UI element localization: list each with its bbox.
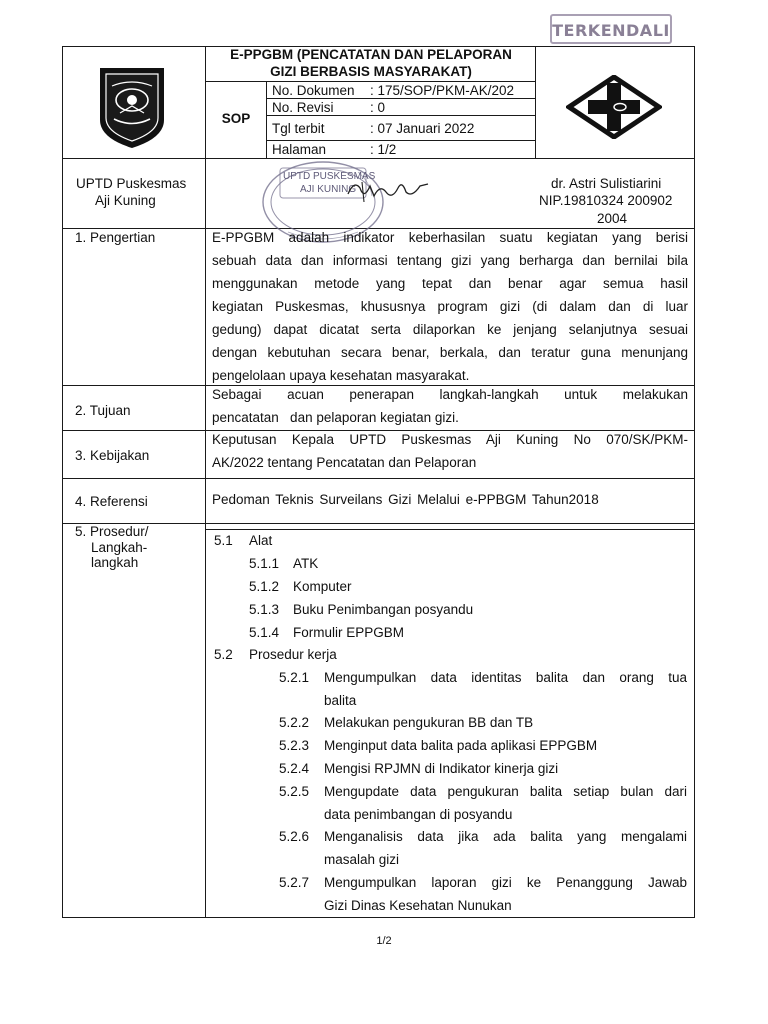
meta-value-halaman: : 1/2 xyxy=(370,142,397,157)
meta-label-revisi: No. Revisi xyxy=(272,100,334,115)
kerja-item-text: Mengumpulkan data identitas balita dan orang tua xyxy=(324,670,687,685)
kerja-item-number: 5.2.1 xyxy=(279,670,310,685)
org-name-line2: Aji Kuning xyxy=(95,193,156,208)
status-stamp: TERKENDALI xyxy=(550,14,672,44)
alat-item-text: Buku Penimbangan posyandu xyxy=(293,602,474,617)
sop-label: SOP xyxy=(221,111,251,126)
kerja-item-text: Melakukan pengukuran BB dan TB xyxy=(324,715,534,730)
head-name: dr. Astri Sulistiarini xyxy=(551,176,662,191)
document-title-line1: E-PPGBM (PENCATATAN DAN PELAPORAN xyxy=(230,47,512,62)
kerja-item-number: 5.2.6 xyxy=(279,829,310,844)
kerja-title: Prosedur kerja xyxy=(249,647,337,662)
regency-emblem-icon xyxy=(94,64,170,150)
section-label-prosedur-line3: langkah xyxy=(91,555,139,570)
page-number: 1/2 xyxy=(376,935,392,947)
meta-label-halaman: Halaman xyxy=(272,142,327,157)
document-title-line2: GIZI BERBASIS MASYARAKAT) xyxy=(270,64,472,79)
tujuan-text: Sebagai acuan penerapan langkah-langkah untuk melakukan pencatatan dan pelaporan kegiatan gizi. xyxy=(212,387,688,425)
meta-value-terbit: : 07 Januari 2022 xyxy=(370,121,475,136)
alat-item-number: 5.1.4 xyxy=(249,625,280,640)
alat-item-number: 5.1.1 xyxy=(249,556,280,571)
section-label-kebijakan: 3. Kebijakan xyxy=(75,448,150,463)
alat-item-number: 5.1.3 xyxy=(249,602,280,617)
kerja-item-number: 5.2.4 xyxy=(279,761,310,776)
health-cross-logo-icon xyxy=(566,75,662,139)
seal-text-line2: AJI KUNING xyxy=(300,184,357,195)
alat-number: 5.1 xyxy=(214,533,233,548)
meta-label-terbit: Tgl terbit xyxy=(272,121,325,136)
seal-text-line1: UPTD PUSKESMAS xyxy=(283,171,376,182)
kerja-item-number: 5.2.5 xyxy=(279,784,310,799)
alat-title: Alat xyxy=(249,533,273,548)
kerja-item-text: Mengumpulkan laporan gizi ke Penanggung Jawab xyxy=(324,875,687,890)
kerja-number: 5.2 xyxy=(214,647,233,662)
kerja-item-number: 5.2.2 xyxy=(279,715,310,730)
alat-item-number: 5.1.2 xyxy=(249,579,280,594)
kerja-item-text: Menginput data balita pada aplikasi EPPGBM xyxy=(324,738,598,753)
section-label-pengertian: 1. Pengertian xyxy=(75,230,156,245)
org-name-line1: UPTD Puskesmas xyxy=(76,176,187,191)
section-label-prosedur-line1: 5. Prosedur/ xyxy=(75,524,149,539)
meta-value-dokumen: : 175/SOP/PKM-AK/202 xyxy=(370,83,515,98)
kebijakan-text: Keputusan Kepala UPTD Puskesmas Aji Kuning No 070/SK/PKM- AK/2022 tentang Pencatatan dan Pelaporan xyxy=(212,432,688,470)
section-label-tujuan: 2. Tujuan xyxy=(75,403,131,418)
section-label-referensi: 4. Referensi xyxy=(75,494,148,509)
signature-icon xyxy=(344,176,434,206)
referensi-text: Pedoman Teknis Surveilans Gizi Melalui e-PPBGM Tahun2018 xyxy=(212,492,599,507)
kerja-item-number: 5.2.7 xyxy=(279,875,310,890)
head-nip-line2: 2004 xyxy=(597,211,628,226)
kerja-item-text: Mengisi RPJMN di Indikator kinerja gizi xyxy=(324,761,559,776)
kerja-item-text: Mengupdate data pengukuran balita setiap bulan dari xyxy=(324,784,687,799)
kerja-item-text-cont: masalah gizi xyxy=(324,852,400,867)
kerja-item-text-cont: balita xyxy=(324,693,357,708)
alat-item-text: Komputer xyxy=(293,579,352,594)
head-nip-line1: NIP.19810324 200902 xyxy=(539,193,673,208)
kerja-item-number: 5.2.3 xyxy=(279,738,310,753)
meta-value-revisi: : 0 xyxy=(370,100,386,115)
pengertian-text: E-PPGBM adalah indikator keberhasilan suatu kegiatan yang berisi sebuah data dan informasi tentang gizi yang berharga dan bernilai bila menggunakan metode yang tepat dan benar agar semua hasil kegiatan Puskesmas, khususnya program gizi (di dalam dan di luar gedung) dapat dicatat serta dilaporkan ke jenjang selanjutnya sesuai dengan kebutuhan secara benar, berkala, dan teratur guna menunjang pengelolaan upaya kesehatan masyarakat. xyxy=(212,230,688,383)
alat-item-text: Formulir EPPGBM xyxy=(293,625,405,640)
kerja-item-text-cont: data penimbangan di posyandu xyxy=(324,807,513,822)
kerja-item-text: Menganalisis data jika ada balita yang mengalami xyxy=(324,829,687,844)
alat-item-text: ATK xyxy=(293,556,319,571)
meta-label-dokumen: No. Dokumen xyxy=(272,83,355,98)
kerja-item-text-cont: Gizi Dinas Kesehatan Nunukan xyxy=(324,898,512,913)
section-label-prosedur-line2: Langkah- xyxy=(91,540,148,555)
